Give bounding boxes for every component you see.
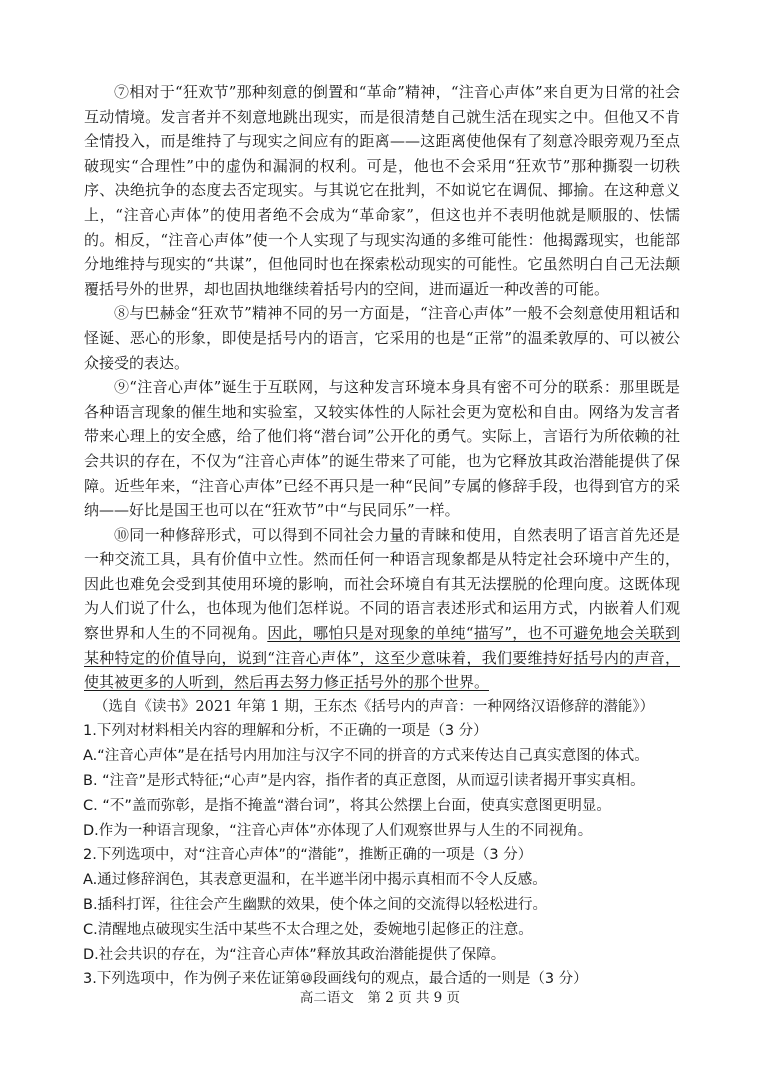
question-1-stem: 1.下列对材料相关内容的理解和分析，不正确的一项是（3 分） bbox=[83, 723, 488, 740]
source-citation: （选自《读书》2021 年第 1 期，王东杰《括号内的声音：一种网络汉语修辞的潜能》） bbox=[93, 698, 655, 715]
paragraph-10 bbox=[84, 523, 680, 695]
question-1-option-c: C. “不”盖而弥彰，是指不掩盖“潜台词”，将其公然摆上台面，使真实意图更明显。 bbox=[83, 797, 611, 814]
question-1-option-a: A.“注音心声体”是在括号内用加注与汉字不同的拼音的方式来传达自己真实意图的体式。 bbox=[83, 748, 649, 765]
paragraph-7: ⑦相对于“狂欢节”那种刻意的倒置和“革命”精神，“注音心声体”来自更为日常的社会互动情境。发言者并不刻意地跳出现实，而是很清楚自己就生活在现实之中。但他又不肯全情投入，而是维持了与现实之间应有的距离——这距离使他保有了刻意冷眼旁观乃至点破现实“合理性”中的虚伪和漏洞的权利。可是，他也不会采用“狂欢节”那种撕裂一切秩序、决绝抗争的态度去否定现实。与其说它在批判，不如说它在调侃、揶揄。在这种意义上，“注音心声体”的使用者绝不会成为“革命家”，但这也并不表明他就是顺服的、怯懦的。相反，“注音心声体”使一个人实现了与现实沟通的多维可能性：他揭露现实，也能部分地维持与现实的“共谋”，但他同时也在探索松动现实的可能性。它虽然明白自己无法颠覆括号外的世界，却也固执地继续着括号内的空间，进而逼近一种改善的可能。 bbox=[84, 83, 680, 298]
paragraph-10-text: ⑩同一种修辞形式，可以得到不同社会力量的青睐和使用，自然表明了语言首先还是一种交流工具，具有价值中立性。然而任何一种语言现象都是从特定社会环境中产生的，因此也难免会受到其使用环境的影响，而社会环境自有其无法摆脱的伦理向度。这既体现为人们说了什么，也体现为他们怎样说。不同的语言表述形式和运用方式，内嵌着人们观察世界和人生的不同视角。 bbox=[84, 525, 680, 643]
question-2-option-d: D.社会共识的存在，为“注音心声体”释放其政治潜能提供了保障。 bbox=[83, 946, 506, 963]
paragraph-9: ⑨“注音心声体”诞生于互联网，与这种发言环境本身具有密不可分的联系：那里既是各种语言现象的催生地和实验室，又较实体性的人际社会更为宽松和自由。网络为发言者带来心理上的安全感，给了他们将“潜台词”公开化的勇气。实际上，言语行为所依赖的社会共识的存在，不仅为“注音心声体”的诞生带来了可能，也为它释放其政治潜能提供了保障。近些年来，“注音心声体”已经不再只是一种“民间”专属的修辞手段，也得到官方的采纳——好比是国王也可以在“狂欢节”中“与民同乐”一样。 bbox=[84, 378, 680, 520]
question-2-option-a: A.通过修辞润色，其表意更温和，在半遮半闭中揭示真相而不令人反感。 bbox=[83, 872, 547, 889]
question-2-stem: 2.下列选项中，对“注音心声体”的“潜能”，推断正确的一项是（3 分） bbox=[83, 847, 533, 864]
question-2-option-b: B.插科打诨，往往会产生幽默的效果，使个体之间的交流得以轻松进行。 bbox=[83, 897, 548, 914]
article-column bbox=[84, 80, 680, 992]
page-footer: 高二语文 第 2 页 共 9 页 bbox=[299, 990, 461, 1006]
question-2-option-c: C.清醒地点破现实生活中某些不太合理之处，委婉地引起修正的注意。 bbox=[83, 921, 533, 938]
paragraph-8: ⑧与巴赫金“狂欢节”精神不同的另一方面是，“注音心声体”一般不会刻意使用粗话和怪诞、恶心的形象，即使是括号内的语言，它采用的也是“正常”的温柔敦厚的、可以被公众接受的表达。 bbox=[84, 304, 680, 372]
question-1-option-d: D.作为一种语言现象，“注音心声体”亦体现了人们观察世界与人生的不同视角。 bbox=[83, 822, 593, 839]
question-3-stem: 3.下列选项中，作为例子来佐证第⑩段画线句的观点，最合适的一则是（3 分） bbox=[83, 971, 588, 988]
questions bbox=[83, 719, 680, 992]
underlined-sentence: 因此，哪怕只是对现象的单纯“描写”，也不可避免地会关联到某种特定的价值导向，说到“注音心声体”，这至少意味着，我们要维持好括号内的声音，使其被更多的人听到，然后再去努力修正括号外的那个世界。 bbox=[84, 624, 680, 692]
question-1-option-b: B. “注音”是形式特征;“心声”是内容，指作者的真正意图，从而逗引读者揭开事实真相。 bbox=[83, 773, 645, 790]
